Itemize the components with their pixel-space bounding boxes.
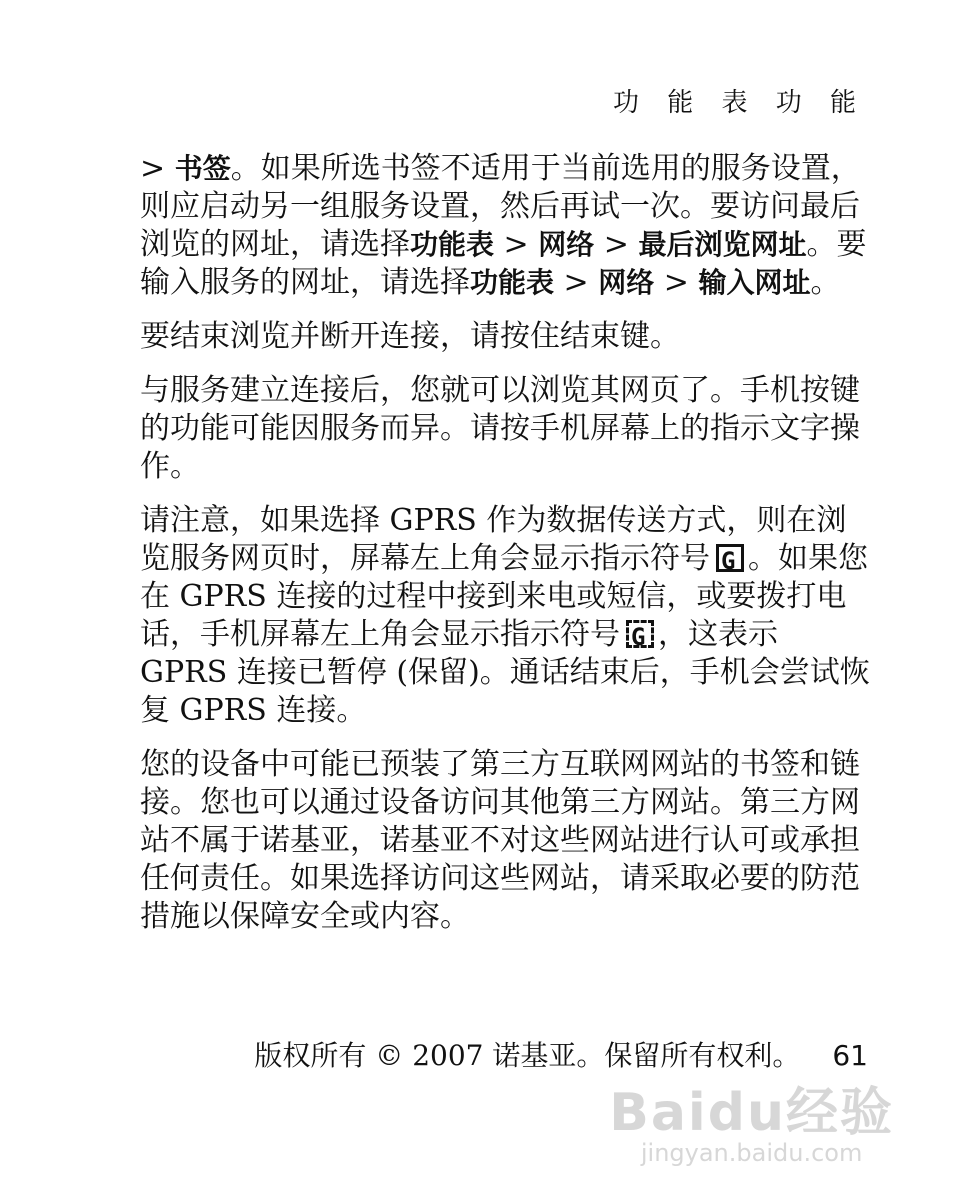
text: 。如果所选书签不适用于当前选用的服务设置，则应启动另一组服务设置，然后再试一次。要访问最后浏览的网址，请选择 [140, 151, 861, 262]
text: > [654, 265, 699, 300]
text: 请注意，如果选择 GPRS 作为数据传送方式，则在浏览服务网页时，屏幕左上角会显示指示符号 [140, 503, 847, 576]
page-content [140, 150, 872, 952]
page-header: 功 能 表 功 能 [612, 88, 866, 118]
text: > [494, 227, 539, 262]
text: 。要输入服务的网址，请选择 [140, 227, 867, 300]
page-number: 61 [832, 1039, 868, 1072]
text: 。如果您在 GPRS 连接的过程中接到来电或短信，或要拨打电话，手机屏幕左上角会显示指示符号 [140, 541, 868, 652]
text: > [594, 227, 639, 262]
paragraph-end-browsing: 要结束浏览并断开连接，请按住结束键。 [140, 319, 680, 354]
text: > [554, 265, 599, 300]
text: > [140, 151, 175, 186]
watermark-logo: Baidu经验 [609, 1083, 894, 1143]
gprs-active-icon [716, 544, 744, 572]
copyright-text: 版权所有 © 2007 诺基亚。保留所有权利。 [254, 1039, 801, 1072]
watermark-url: jingyan.baidu.com [640, 1139, 863, 1167]
paragraph-bookmarks [140, 150, 872, 302]
menu-term-menu: 功能表 [470, 266, 555, 299]
gprs-held-icon [626, 620, 654, 648]
menu-term-last-address: 最后浏览网址 [638, 228, 807, 261]
text: ，这表示 GPRS 连接已暂停 (保留)。通话结束后，手机会尝试恢复 GPRS 连接。 [140, 617, 870, 728]
text: 。 [810, 265, 841, 300]
paragraph-third-party: 您的设备中可能已预装了第三方互联网网站的书签和链接。您也可以通过设备访问其他第三方网站。第三方网站不属于诺基亚，诺基亚不对这些网站进行认可或承担任何责任。如果选择访问这些网站，请采取必要的防范措施以保障安全或内容。 [140, 747, 860, 934]
menu-term-web: 网络 [598, 266, 655, 299]
paragraph-browsing-pages: 与服务建立连接后，您就可以浏览其网页了。手机按键的功能可能因服务而异。请按手机屏幕上的指示文字操作。 [140, 373, 860, 484]
menu-term-web: 网络 [538, 228, 595, 261]
menu-term-enter-address: 输入网址 [698, 266, 811, 299]
page-footer [254, 1034, 868, 1074]
menu-term-bookmarks: 书签 [174, 152, 231, 185]
menu-term-menu: 功能表 [410, 228, 495, 261]
paragraph-gprs [140, 502, 872, 730]
baidu-watermark [609, 1070, 894, 1167]
